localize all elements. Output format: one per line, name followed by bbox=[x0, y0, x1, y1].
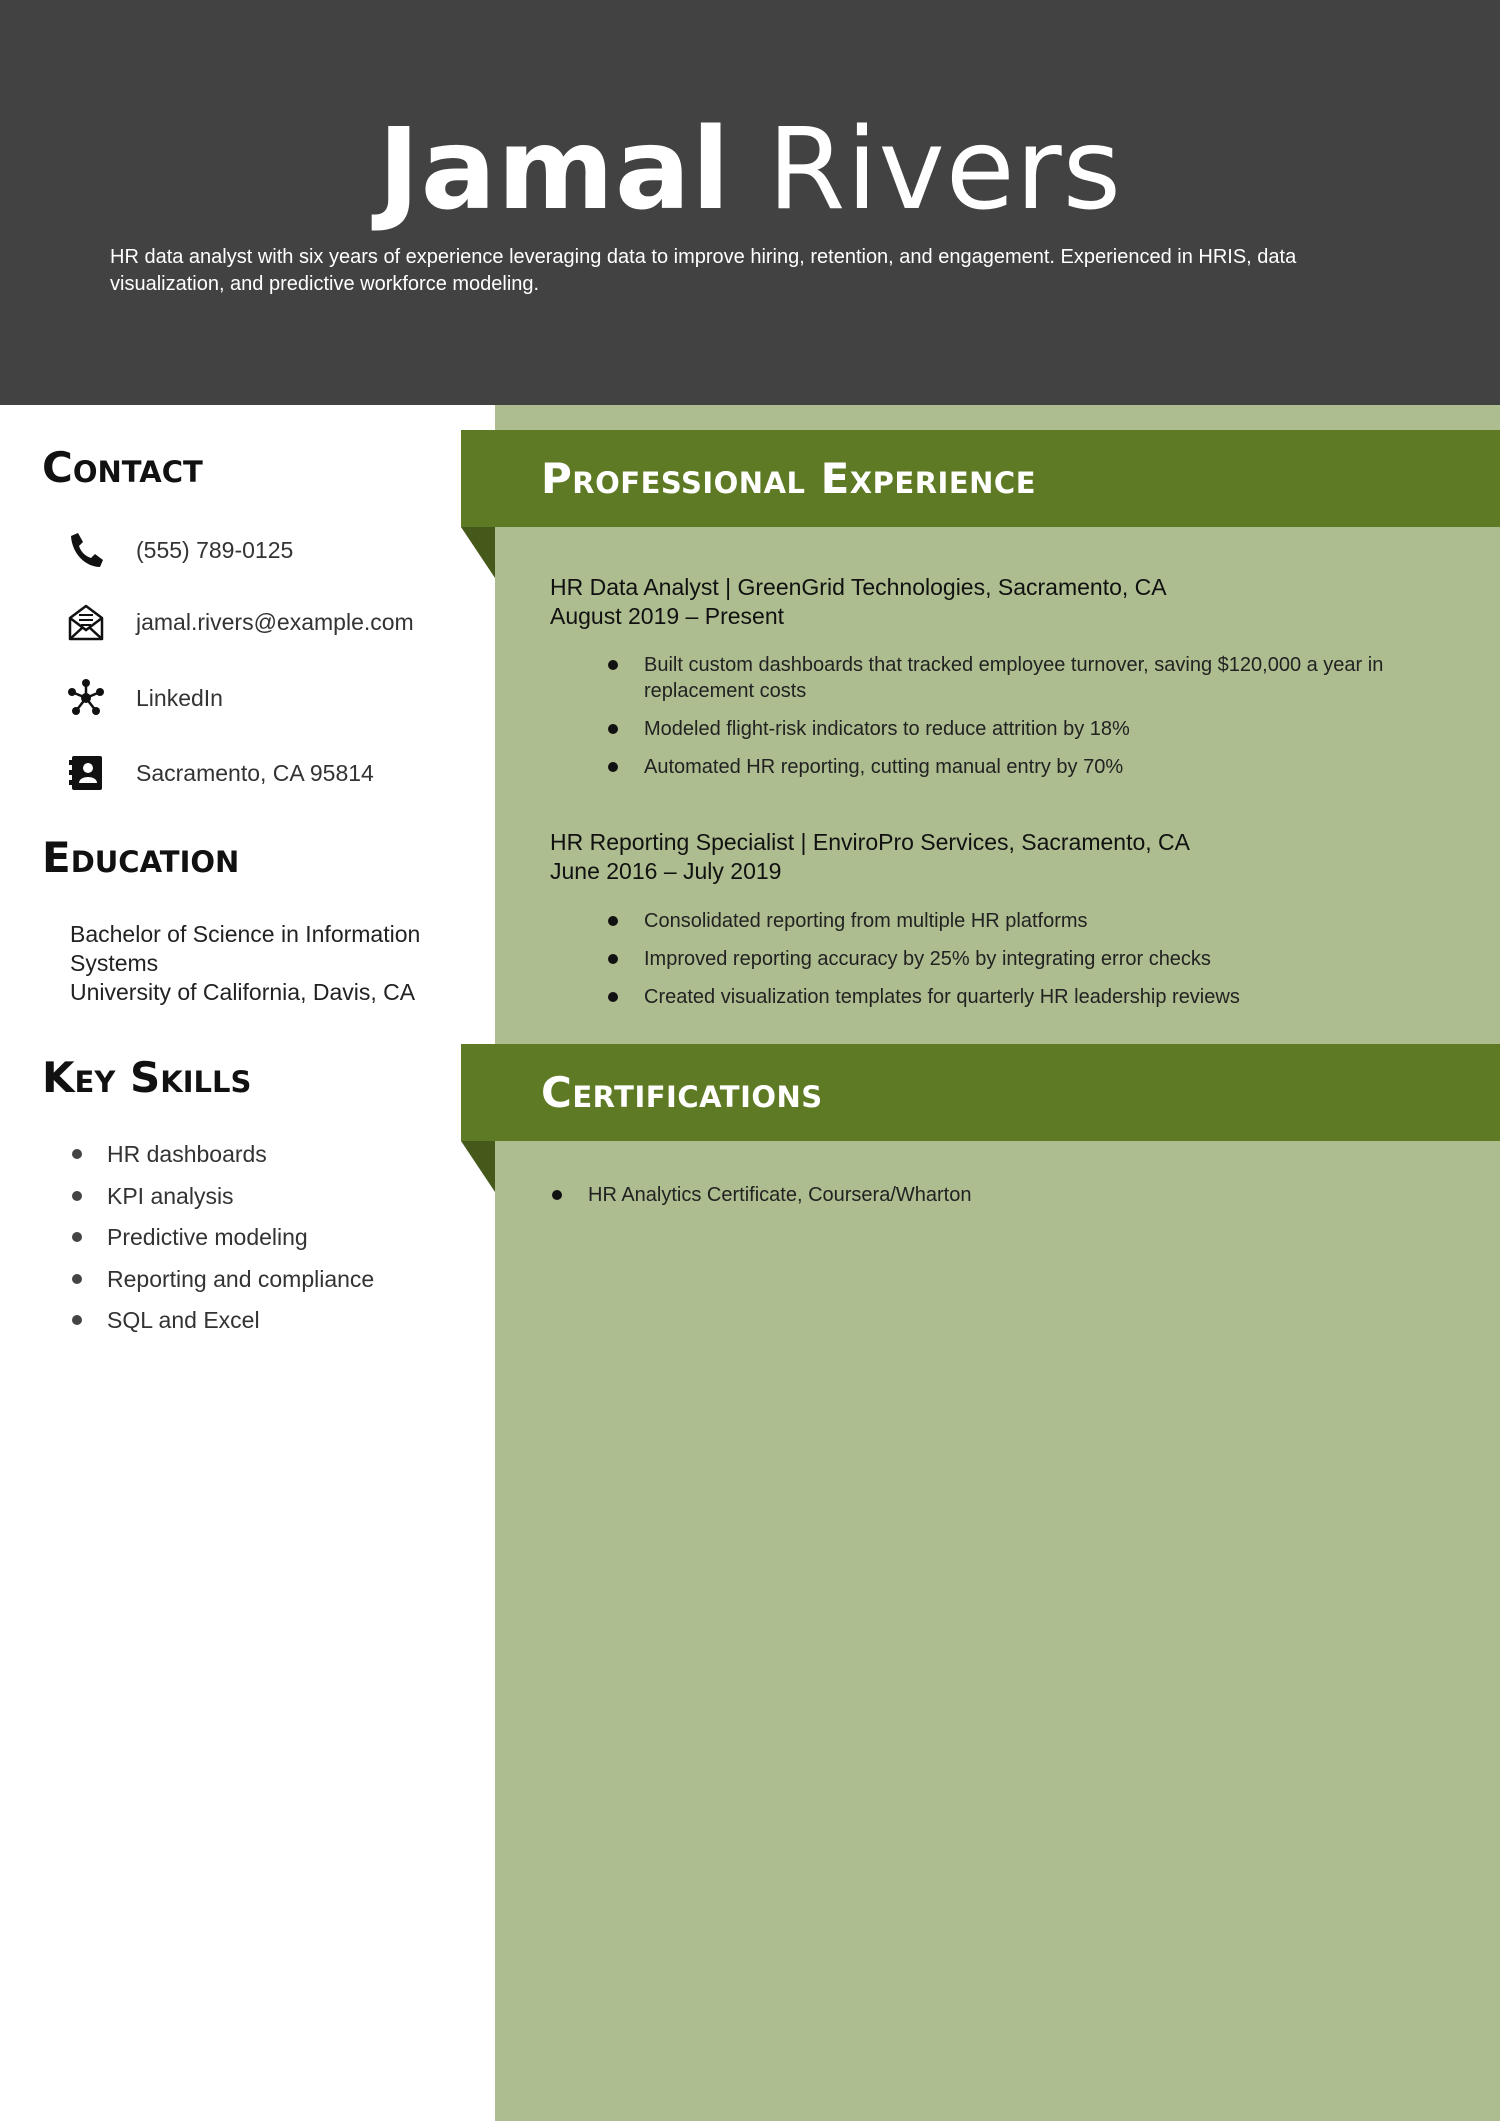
bullet-dot bbox=[608, 762, 618, 772]
list-item: KPI analysis bbox=[72, 1182, 472, 1210]
degree: Bachelor of Science in Information Systems bbox=[70, 921, 421, 976]
phone-icon bbox=[66, 530, 106, 570]
bullet-dot bbox=[608, 954, 618, 964]
address-text: Sacramento, CA 95814 bbox=[136, 760, 374, 786]
list-item: Consolidated reporting from multiple HR platforms bbox=[606, 908, 1446, 934]
list-item: Built custom dashboards that tracked employee turnover, saving $120,000 a year in replacement costs bbox=[606, 652, 1446, 704]
job-bullets bbox=[606, 908, 1446, 1022]
job-heading: HR Reporting Specialist | EnviroPro Services, Sacramento, CA bbox=[550, 829, 1191, 855]
certifications-banner bbox=[461, 1044, 1500, 1141]
envelope-icon bbox=[66, 602, 106, 642]
network-icon bbox=[66, 678, 106, 718]
bullet-dot bbox=[552, 1190, 562, 1200]
job-heading: HR Data Analyst | GreenGrid Technologies, Sacramento, CA bbox=[550, 574, 1167, 600]
school: University of California, Davis, CA bbox=[70, 979, 416, 1005]
list-item: HR Analytics Certificate, Coursera/Wharton bbox=[550, 1182, 1430, 1208]
education-title: Education bbox=[42, 833, 240, 882]
list-item: Modeled flight-risk indicators to reduce attrition by 18% bbox=[606, 716, 1446, 742]
list-item: HR dashboards bbox=[72, 1140, 472, 1168]
job-dates: August 2019 – Present bbox=[550, 603, 784, 629]
phone-text: (555) 789-0125 bbox=[136, 537, 294, 563]
skills-list bbox=[72, 1140, 472, 1348]
experience-banner-fold bbox=[461, 527, 495, 578]
bullet-dot bbox=[608, 992, 618, 1002]
bullet-dot bbox=[608, 916, 618, 926]
skills-title: Key Skills bbox=[42, 1053, 252, 1102]
education-entry bbox=[70, 920, 470, 1007]
list-item: Predictive modeling bbox=[72, 1223, 472, 1251]
summary: HR data analyst with six years of experience leveraging data to improve hiring, retention, and engagement. Experienced in HRIS, data visualization, and predictive workforce modeling. bbox=[110, 246, 1297, 295]
linkedin-text: LinkedIn bbox=[136, 685, 223, 711]
email-text: jamal.rivers@example.com bbox=[136, 609, 414, 635]
candidate-name bbox=[0, 105, 1500, 235]
first-name: Jamal bbox=[377, 105, 731, 235]
certifications-title: Certifications bbox=[541, 1068, 823, 1117]
last-name: Rivers bbox=[767, 105, 1123, 235]
bullet-dot bbox=[72, 1191, 82, 1201]
list-item: Created visualization templates for quarterly HR leadership reviews bbox=[606, 984, 1446, 1010]
list-item: Automated HR reporting, cutting manual entry by 70% bbox=[606, 754, 1446, 780]
job-bullets bbox=[606, 652, 1446, 792]
list-item: SQL and Excel bbox=[72, 1306, 472, 1334]
bullet-dot bbox=[72, 1315, 82, 1325]
certifications-list bbox=[550, 1182, 1430, 1208]
bullet-dot bbox=[608, 660, 618, 670]
experience-title: Professional Experience bbox=[541, 454, 1037, 503]
bullet-dot bbox=[72, 1232, 82, 1242]
address-card-icon bbox=[66, 753, 106, 793]
job-dates: June 2016 – July 2019 bbox=[550, 858, 782, 884]
list-item: Improved reporting accuracy by 25% by integrating error checks bbox=[606, 946, 1446, 972]
list-item: Reporting and compliance bbox=[72, 1265, 472, 1293]
bullet-dot bbox=[72, 1274, 82, 1284]
header bbox=[0, 0, 1500, 405]
bullet-dot bbox=[72, 1149, 82, 1159]
bullet-dot bbox=[608, 724, 618, 734]
contact-title: Contact bbox=[42, 443, 203, 492]
experience-banner bbox=[461, 430, 1500, 527]
